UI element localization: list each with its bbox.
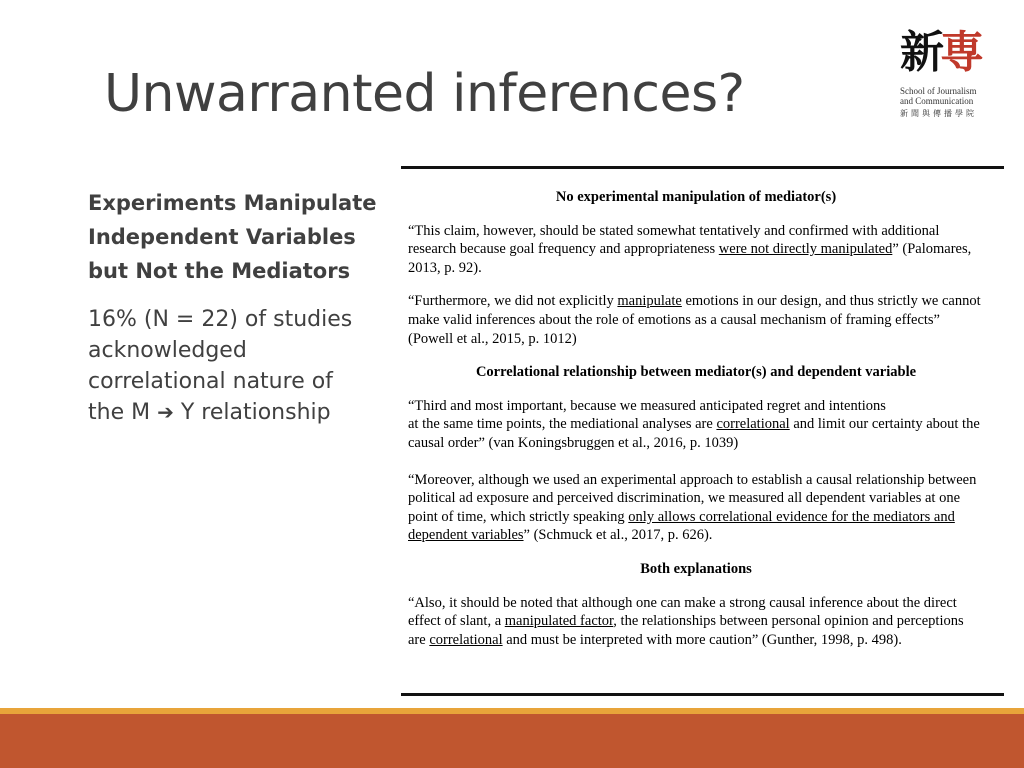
left-heading: Experiments Manipulate Independent Variables but Not the Mediators — [88, 191, 377, 283]
quote-underlined: correlational — [429, 631, 503, 648]
quote-text: emotions in our design, and thus strictly we cannot make valid inferences about the role of emotions as a causal mechanism of framing effects” (Powell et al., 2015, p. 1012) — [408, 293, 981, 347]
logo-char-1: 新 — [900, 27, 940, 78]
arrow-right-icon: ➔ — [157, 400, 174, 424]
quote-text: and limit our certainty about the causal order” (van Koningsbruggen et al., 2016, p. 1039) — [408, 416, 980, 451]
quotes-box — [401, 166, 1004, 696]
left-body-text — [88, 304, 368, 428]
quote-text: ” (Schmuck et al., 2017, p. 626). — [523, 527, 713, 544]
left-body-part-2: Y relationship — [173, 400, 331, 425]
logo-english-line-1: School of Journalism — [900, 86, 977, 96]
quote-text: at the same time points, the mediational analyses are — [408, 416, 717, 433]
logo-chinese-name: 新聞與傳播學院 — [900, 109, 977, 118]
quote-underlined: correlational — [716, 416, 790, 433]
quote-text: “Also, it should be noted that although one can make a strong causal inference about the direct effect of slant, a — [408, 594, 957, 630]
footer-bar — [0, 714, 1024, 768]
left-body-part-1: 16% (N = 22) of studies acknowledged correlational nature of the M — [88, 307, 353, 425]
quote-underlined: only allows correlational evidence for the mediators and dependent variables — [408, 508, 955, 544]
quote-van-koningsbruggen — [408, 397, 984, 453]
quote-text: “Moreover, although we used an experimental approach to establish a causal relationship between political ad exposure and perceived discrimination, we measured all dependent variables at one point of time, which strictly speaking — [408, 471, 977, 525]
quote-text: and must be interpreted with more caution” (Gunther, 1998, p. 498). — [502, 631, 902, 648]
quote-text: “Third and most important, because we measured anticipated regret and intentions — [408, 397, 886, 414]
quote-gunther — [408, 594, 984, 650]
logo-english-line-2: and Communication — [900, 96, 974, 106]
slide-title: Unwarranted inferences? — [104, 64, 745, 124]
quote-text: ” (Palomares, 2013, p. 92). — [408, 241, 972, 276]
section-heading-no-manipulation: No experimental manipulation of mediator(s) — [555, 189, 837, 205]
quote-text: “This claim, however, should be stated somewhat tentatively and confirmed with additional research because goal frequency and appropriateness — [408, 222, 940, 258]
quote-text: “Furthermore, we did not explicitly — [408, 293, 618, 310]
quote-palomares — [408, 222, 984, 278]
quote-text: , the relationships between personal opinion and perceptions are — [408, 613, 964, 648]
left-column — [88, 186, 388, 428]
logo-char-2: 専 — [940, 27, 980, 78]
section-heading-both: Both explanations — [640, 560, 752, 577]
logo-characters — [900, 26, 1004, 80]
school-logo — [900, 26, 1004, 119]
quote-schmuck — [408, 471, 984, 545]
logo-english-name — [900, 86, 1004, 106]
quote-underlined: were not directly manipulated — [718, 241, 893, 258]
quote-powell — [408, 292, 984, 348]
quote-underlined: manipulated factor — [504, 613, 614, 630]
section-heading-correlational: Correlational relationship between mediator(s) and dependent variable — [475, 364, 917, 381]
quote-underlined: manipulate — [617, 293, 682, 310]
